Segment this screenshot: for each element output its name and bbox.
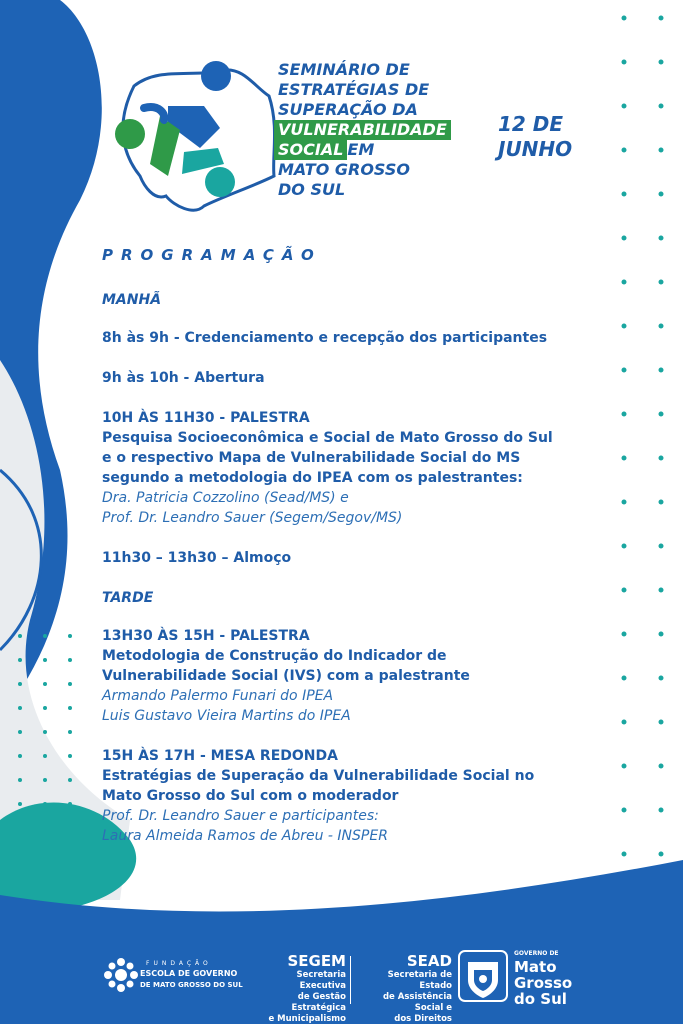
item-bold-line: Mato Grosso do Sul com o moderador (102, 788, 399, 804)
gov-small: GOVERNO DE (514, 950, 559, 957)
morning-label: MANHÃ (102, 292, 162, 308)
afternoon-label: TARDE (102, 590, 154, 606)
item-bold-line: 10H ÀS 11H30 - PALESTRA (102, 410, 310, 426)
title-band-line: VULNERABILIDADE (274, 120, 451, 140)
gov-line: Mato (514, 958, 557, 976)
date-line: 12 DE (498, 112, 564, 136)
item-bold-line: Pesquisa Socioeconômica e Social de Mato Grosso do Sul (102, 430, 553, 446)
program (102, 290, 602, 866)
item-italic-line: Armando Palermo Funari do IPEA (102, 688, 334, 704)
fundacao-emblem-icon (104, 958, 138, 992)
date-line: JUNHO (498, 137, 573, 161)
fundacao-small: FUNDAÇÃO (146, 960, 212, 967)
item-bold-line: segundo a metodologia do IPEA com os palestrantes: (102, 470, 523, 486)
title-band-line: SOCIAL (274, 140, 347, 160)
segem-name: SEGEM (287, 952, 346, 970)
item-bold-line: 13H30 ÀS 15H - PALESTRA (102, 628, 310, 644)
program-heading: PROGRAMAÇÃO (102, 246, 322, 264)
governo-logo (458, 948, 578, 1008)
seminar-title (278, 60, 478, 200)
program-item (102, 548, 602, 568)
gov-name (514, 959, 572, 1007)
segem-desc-line: Secretaria Executiva (296, 970, 346, 991)
title-line: MATO GROSSO (278, 160, 410, 179)
item-bold-line: 11h30 – 13h30 – Almoço (102, 550, 292, 566)
item-italic-line: Laura Almeida Ramos de Abreu - INSPER (102, 828, 388, 844)
sead-desc-line: dos Direitos Humanos (394, 1014, 452, 1035)
item-italic-line: Dra. Patricia Cozzolino (Sead/MS) e (102, 490, 349, 506)
segem-desc-line: de Gestão Estratégica (291, 992, 346, 1013)
event-date (498, 112, 608, 162)
footer-divider (350, 956, 351, 1004)
title-band-tail: EM (347, 140, 375, 159)
title-line: DO SUL (278, 180, 346, 199)
sead-name: SEAD (406, 952, 452, 970)
fundacao-logo (104, 958, 254, 998)
item-bold-line: e o respectivo Mapa de Vulnerabilidade Social do MS (102, 450, 521, 466)
gov-line: do Sul (514, 990, 567, 1008)
item-bold-line: Metodologia de Construção do Indicador de (102, 648, 447, 664)
fundacao-line2: DE MATO GROSSO DO SUL (140, 981, 243, 989)
sead-logo (354, 952, 452, 1036)
segem-desc-line: e Municipalismo (268, 1014, 346, 1024)
item-bold-line: 8h às 9h - Credenciamento e recepção dos participantes (102, 330, 548, 346)
title-line: SUPERAÇÃO DA (278, 100, 418, 119)
item-italic-line: Luis Gustavo Vieira Martins do IPEA (102, 708, 351, 724)
segem-logo (250, 952, 346, 1025)
title-line: ESTRATÉGIAS DE (278, 80, 430, 99)
footer-logos (0, 940, 683, 1035)
program-item (102, 626, 602, 726)
sead-desc-line: Secretaria de Estado (387, 970, 452, 991)
state-crest-icon (458, 950, 508, 1002)
item-bold-line: Estratégias de Superação da Vulnerabilidade Social no (102, 768, 535, 784)
title-line: SEMINÁRIO DE (278, 60, 410, 79)
item-bold-line: 9h às 10h - Abertura (102, 370, 265, 386)
item-bold-line: 15H ÀS 17H - MESA REDONDA (102, 748, 338, 764)
fundacao-line1: ESCOLA DE GOVERNO (140, 969, 238, 978)
gov-line: Grosso (514, 974, 573, 992)
program-item (102, 328, 602, 348)
program-item (102, 408, 602, 528)
sead-desc-line: de Assistência Social e (382, 992, 452, 1013)
program-item (102, 746, 602, 846)
seminar-logo-icon (104, 56, 288, 218)
item-italic-line: Prof. Dr. Leandro Sauer (Segem/Segov/MS) (102, 510, 403, 526)
item-bold-line: Vulnerabilidade Social (IVS) com a palestrante (102, 668, 470, 684)
program-item (102, 368, 602, 388)
item-italic-line: Prof. Dr. Leandro Sauer e participantes: (102, 808, 379, 824)
